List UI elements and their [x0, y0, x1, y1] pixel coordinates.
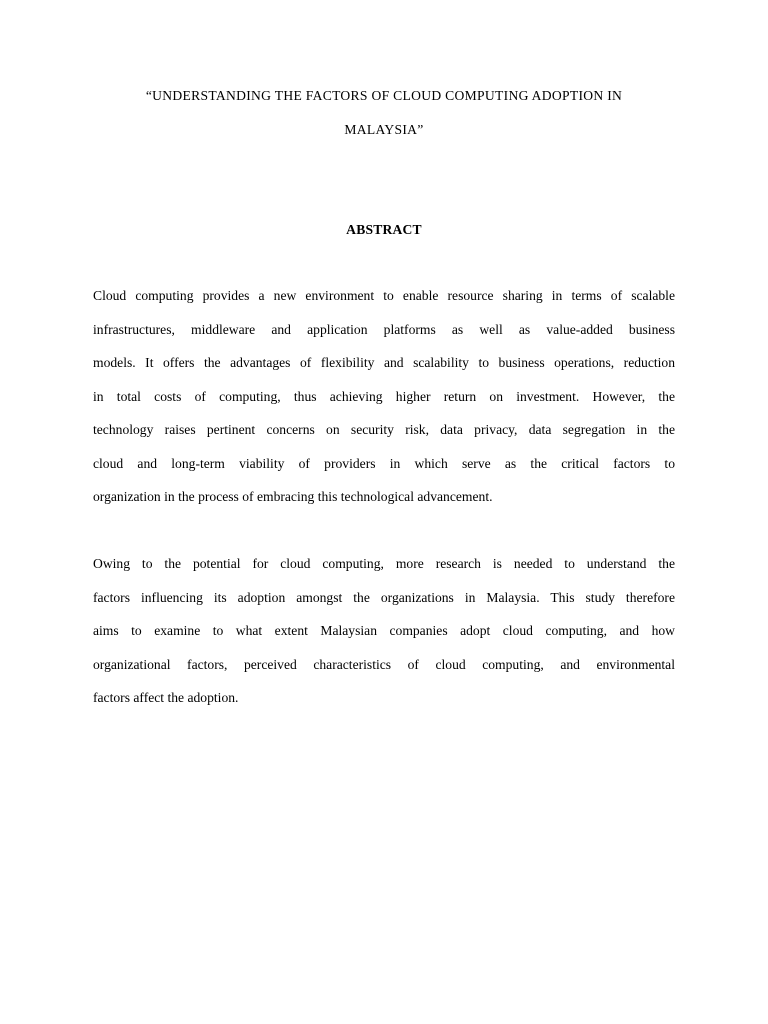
abstract-paragraph-2: [93, 557, 675, 725]
abstract-paragraph-1: [93, 289, 675, 524]
paragraph-line: Cloud computing provides a new environment to enable resource sharing in terms of scalable: [93, 289, 675, 303]
paragraph-line: organizational factors, perceived characteristics of cloud computing, and environmental: [93, 657, 675, 672]
paper-title-line-2: MALAYSIA”: [344, 122, 424, 137]
abstract-heading: ABSTRACT: [346, 222, 422, 237]
paragraph-line: technology raises pertinent concerns on security risk, data privacy, data segregation in the: [93, 423, 675, 437]
paragraph-line: in total costs of computing, thus achieving higher return on investment. However, the: [93, 389, 675, 404]
paragraph-line: factors affect the adoption.: [93, 691, 239, 705]
paragraph-line: cloud and long-term viability of providers in which serve as the critical factors to: [93, 456, 675, 471]
paragraph-line: Owing to the potential for cloud computing, more research is needed to understand the: [93, 557, 675, 571]
paragraph-line: factors influencing its adoption amongst the organizations in Malaysia. This study therefore: [93, 590, 675, 605]
paper-title-line-1: “UNDERSTANDING THE FACTORS OF CLOUD COMPUTING ADOPTION IN: [145, 88, 623, 103]
paragraph-line: infrastructures, middleware and application platforms as well as value-added business: [93, 322, 675, 337]
paragraph-line: models. It offers the advantages of flexibility and scalability to business operations, reduction: [93, 356, 675, 370]
paragraph-line: aims to examine to what extent Malaysian companies adopt cloud computing, and how: [93, 624, 675, 638]
paragraph-line: organization in the process of embracing this technological advancement.: [93, 490, 493, 504]
